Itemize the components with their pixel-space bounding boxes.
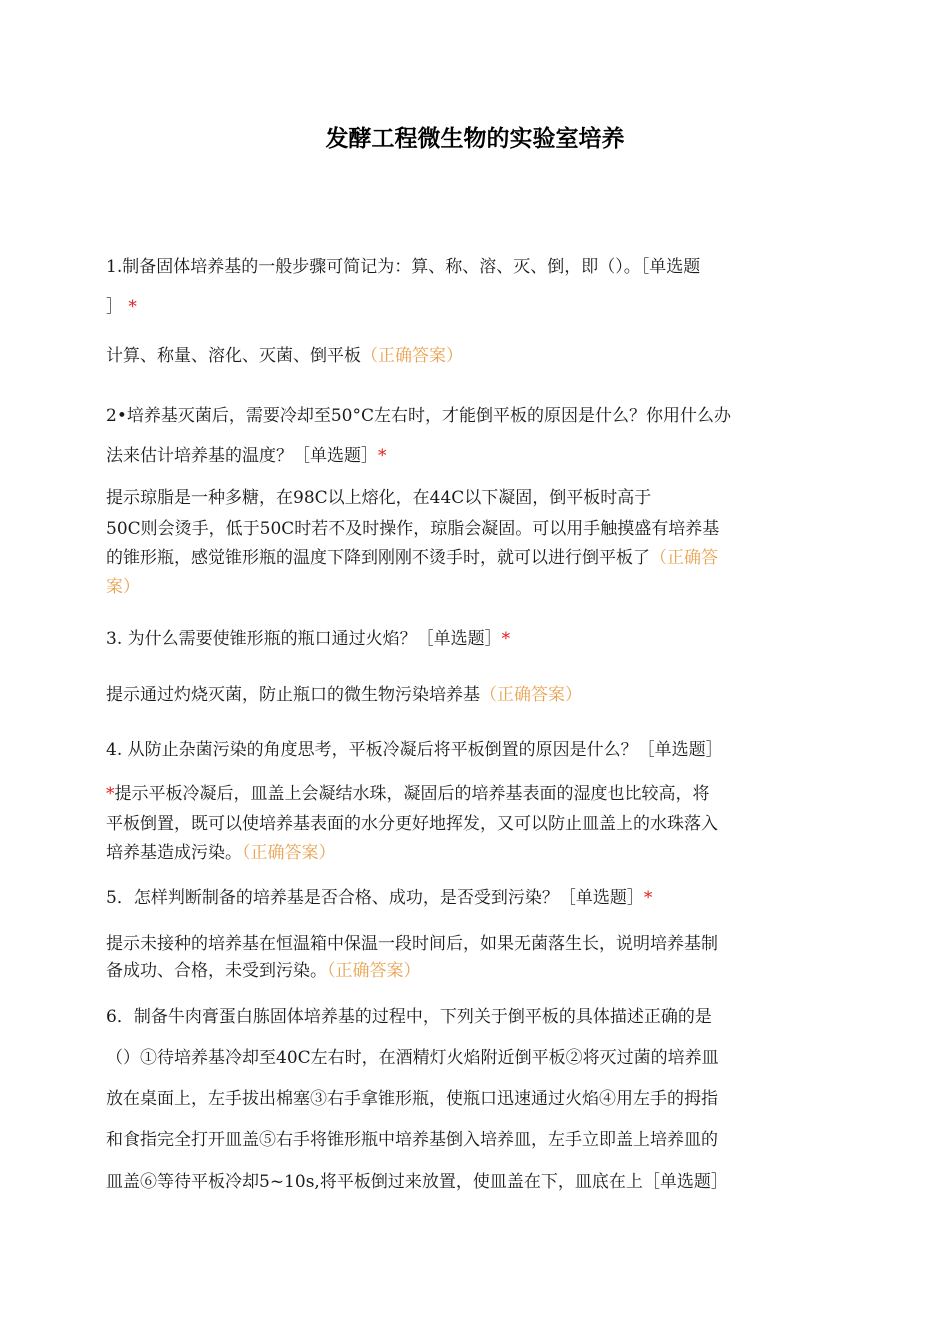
correct-answer-tag: （正确答案） bbox=[327, 961, 421, 981]
question-3-text: 3. 为什么需要使锥形瓶的瓶口通过火焰？［单选题］* bbox=[106, 629, 511, 649]
question-6-text-line-5: 皿盖⑥等待平板冷却5~10s,将平板倒过来放置，使皿盖在下，皿底在上［单选题］ bbox=[106, 1172, 728, 1192]
question-4-text: 4. 从防止杂菌污染的角度思考，平板冷凝后将平板倒置的原因是什么？［单选题］ bbox=[106, 740, 723, 760]
correct-answer-tag: （正确答案） bbox=[242, 843, 336, 863]
question-5-text: 5．怎样判断制备的培养基是否合格、成功，是否受到污染？［单选题］* bbox=[106, 888, 653, 908]
question-2-text: 2•培养基灭菌后，需要冷却至50°C左右时，才能倒平板的原因是什么？你用什么办 bbox=[106, 406, 731, 426]
question-1-answer: 计算、称量、溶化、灭菌、倒平板（正确答案） bbox=[106, 346, 463, 366]
question-5-answer-line-2: 备成功、合格，未受到污染。（正确答案） bbox=[106, 961, 421, 981]
required-star: * bbox=[106, 784, 115, 804]
question-6-text-line-3: 放在桌面上，左手拔出棉塞③右手拿锥形瓶，使瓶口迅速通过火焰④用左手的拇指 bbox=[106, 1089, 718, 1109]
question-4-answer-line-1: *提示平板冷凝后，皿盖上会凝结水珠，凝固后的培养基表面的湿度也比较高，将 bbox=[106, 784, 710, 804]
required-star: * bbox=[378, 446, 387, 466]
required-star: * bbox=[643, 888, 653, 908]
page-title: 发酵工程微生物的实验室培养 bbox=[325, 126, 625, 152]
question-6-text-line-4: 和食指完全打开皿盖⑤右手将锥形瓶中培养基倒入培养皿，左手立即盖上培养皿的 bbox=[106, 1130, 718, 1150]
question-3-answer: 提示通过灼烧灭菌，防止瓶口的微生物污染培养基（正确答案） bbox=[106, 685, 582, 705]
question-2-answer-line-4 bbox=[106, 572, 846, 597]
required-star: * bbox=[501, 629, 511, 649]
correct-answer-tag: （正确答案） bbox=[480, 685, 582, 705]
correct-answer-tag-cont: 案） bbox=[106, 577, 140, 597]
question-1-text-cont: ］ * bbox=[106, 297, 137, 317]
required-star: * bbox=[128, 297, 137, 317]
question-2-text-cont: 法来估计培养基的温度？［单选题］* bbox=[106, 446, 387, 466]
correct-answer-tag: （正确答案） bbox=[361, 346, 463, 366]
correct-answer-tag: （正确答 bbox=[650, 548, 718, 568]
question-2-answer-line-2: 50C则会烫手，低于50C时若不及时操作，琼脂会凝固。可以用手触摸盛有培养基 bbox=[106, 519, 720, 539]
question-4-answer-line-3: 培养基造成污染。（正确答案） bbox=[106, 843, 336, 863]
question-4-answer-line-2: 平板倒置，既可以使培养基表面的水分更好地挥发，又可以防止皿盖上的水珠落入 bbox=[106, 814, 718, 834]
question-5-answer-line-1: 提示未接种的培养基在恒温箱中保温一段时间后，如果无菌落生长，说明培养基制 bbox=[106, 934, 718, 954]
question-6-text-line-1: 6．制备牛肉膏蛋白胨固体培养基的过程中，下列关于倒平板的具体描述正确的是 bbox=[106, 1007, 712, 1027]
question-2-answer-line-1: 提示琼脂是一种多糖，在98C以上熔化，在44C以下凝固，倒平板时高于 bbox=[106, 488, 652, 508]
question-6-text-line-2: （）①待培养基冷却至40C左右时，在酒精灯火焰附近倒平板②将灭过菌的培养皿 bbox=[106, 1048, 719, 1068]
question-1-text: 1.制备固体培养基的一般步骤可简记为：算、称、溶、灭、倒，即（）。［单选题 bbox=[106, 257, 701, 277]
question-2-answer-line-3: 的锥形瓶，感觉锥形瓶的温度下降到刚刚不烫手时，就可以进行倒平板了（正确答 bbox=[106, 548, 718, 568]
